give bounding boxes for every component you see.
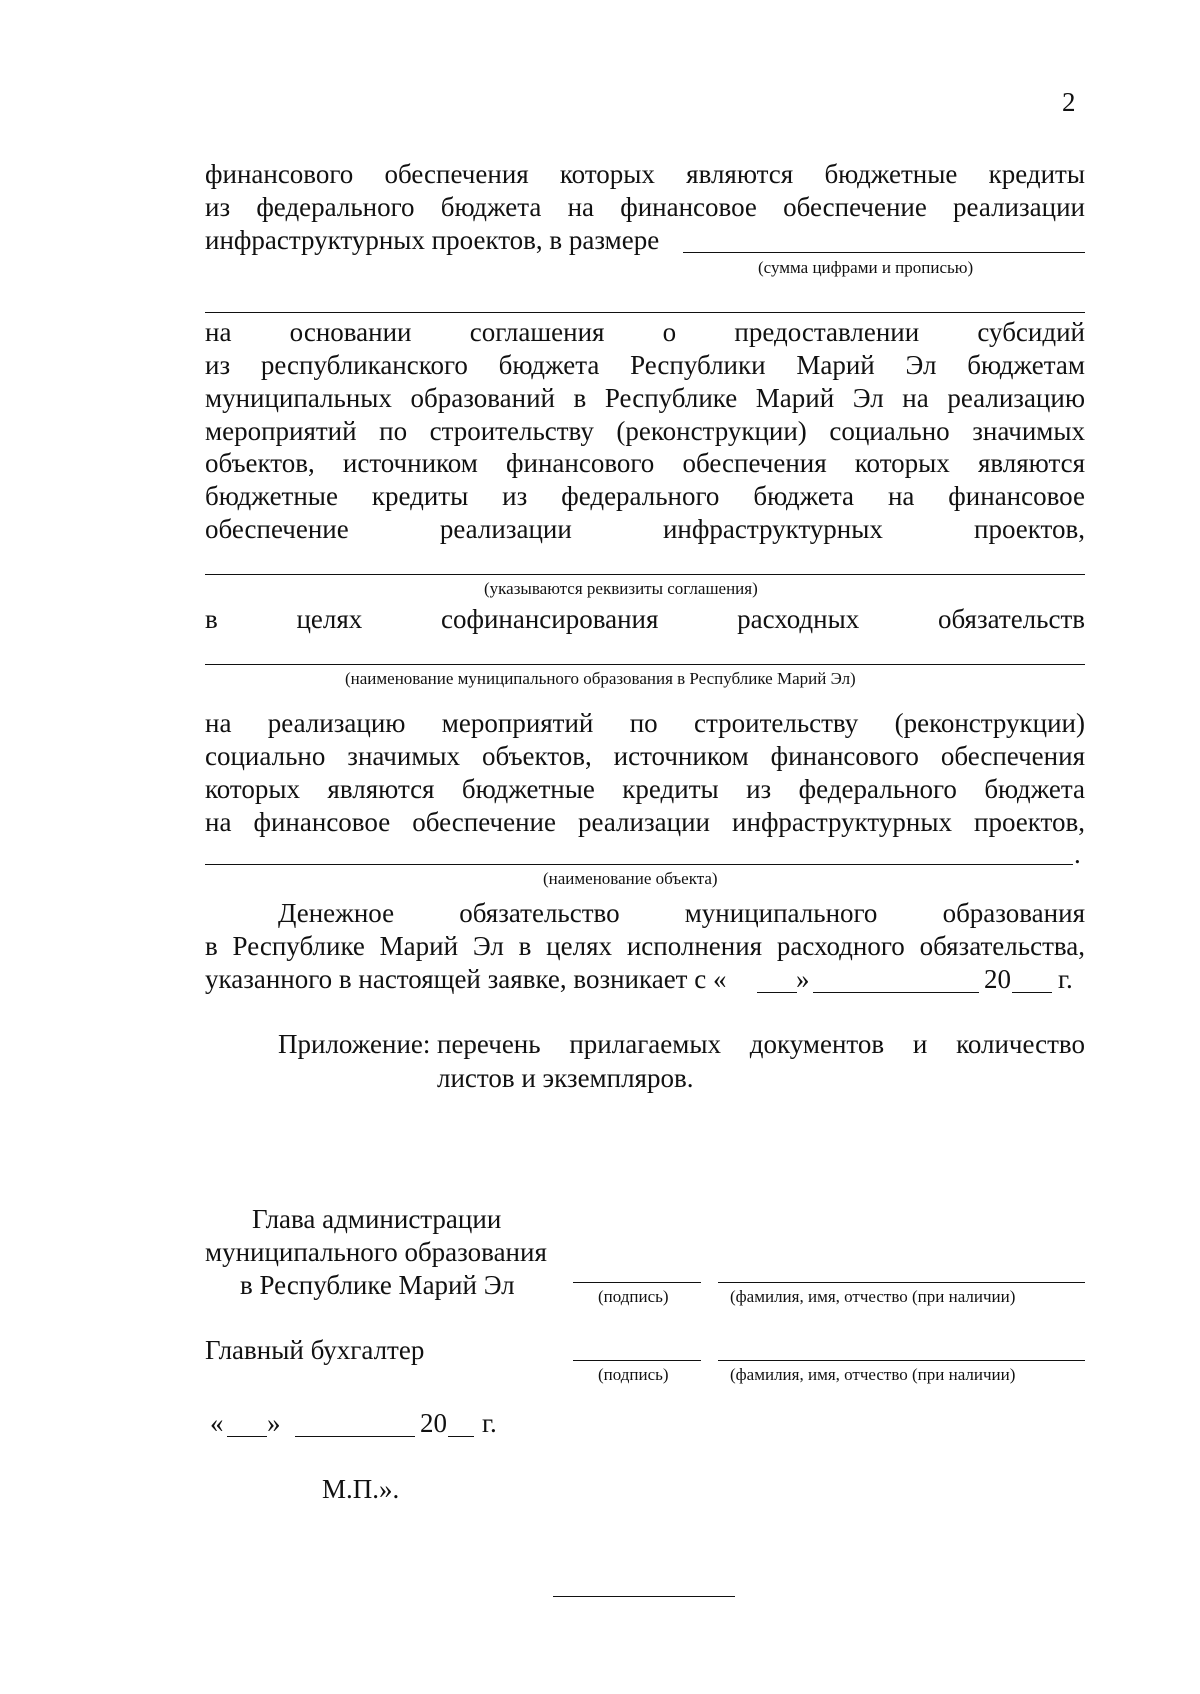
para2-line-1: на основании соглашения о предоставлении субсидий bbox=[205, 317, 1085, 347]
caption-object: (наименование объекта) bbox=[543, 869, 718, 888]
para5-year-suffix: г. bbox=[1058, 964, 1073, 994]
para2-line-3: муниципальных образований в Республике Марий Эл на реализацию bbox=[205, 383, 1085, 413]
page-number: 2 bbox=[1062, 87, 1076, 117]
date-year-suffix: г. bbox=[482, 1408, 497, 1438]
caption-agreement: (указываются реквизиты соглашения) bbox=[484, 579, 758, 598]
date-open-quote: « bbox=[210, 1408, 224, 1438]
date-month-fill bbox=[813, 992, 979, 993]
appendix-line-1: перечень прилагаемых документов и количество bbox=[437, 1029, 1085, 1059]
head-title-line-2: муниципального образования bbox=[205, 1237, 547, 1267]
para1-line-2: из федерального бюджета на финансовое обеспечение реализации bbox=[205, 192, 1085, 222]
para4-line-4: на финансовое обеспечение реализации инфраструктурных проектов, bbox=[205, 807, 1085, 837]
stamp-mark: М.П.». bbox=[322, 1474, 400, 1504]
appendix-line-2: листов и экземпляров. bbox=[437, 1063, 694, 1093]
para4-line-3: которых являются бюджетные кредиты из федерального бюджета bbox=[205, 774, 1085, 804]
para2-line-4: мероприятий по строительству (реконструкции) социально значимых bbox=[205, 416, 1085, 446]
date-year-prefix: 20 bbox=[420, 1408, 447, 1438]
sign-date-year-fill bbox=[448, 1436, 474, 1437]
head-caption-name: (фамилия, имя, отчество (при наличии) bbox=[730, 1287, 1016, 1306]
para2-line-7: обеспечение реализации инфраструктурных проектов, bbox=[205, 514, 1085, 544]
object-end-dot: . bbox=[1074, 839, 1081, 869]
caption-municipality: (наименование муниципального образования в Республике Марий Эл) bbox=[345, 669, 856, 688]
para5-line-2: в Республике Марий Эл в целях исполнения расходного обязательства, bbox=[205, 931, 1085, 961]
para2-line-6: бюджетные кредиты из федерального бюджета на финансовое bbox=[205, 481, 1085, 511]
appendix-label: Приложение: bbox=[278, 1029, 431, 1059]
para3-line: в целях софинансирования расходных обязательств bbox=[205, 604, 1085, 634]
head-title-line-1: Глава администрации bbox=[252, 1204, 502, 1234]
accountant-name-line bbox=[718, 1360, 1085, 1361]
para4-line-2: социально значимых объектов, источником финансового обеспечения bbox=[205, 741, 1085, 771]
agreement-fill-line bbox=[205, 574, 1085, 575]
para2-line-2: из республиканского бюджета Республики Марий Эл бюджетам bbox=[205, 350, 1085, 380]
para4-line-1: на реализацию мероприятий по строительству (реконструкции) bbox=[205, 708, 1085, 738]
accountant-caption-signature: (подпись) bbox=[598, 1365, 669, 1384]
municipality-fill-line bbox=[205, 664, 1085, 665]
sign-date-month-fill bbox=[295, 1436, 415, 1437]
para2-line-5: объектов, источником финансового обеспечения которых являются bbox=[205, 448, 1085, 478]
date-year-fill bbox=[1012, 992, 1052, 993]
accountant-signature-line bbox=[573, 1360, 701, 1361]
para5-line-1: Денежное обязательство муниципального образования bbox=[278, 898, 1085, 928]
head-caption-signature: (подпись) bbox=[598, 1287, 669, 1306]
para5-close-quote: » bbox=[796, 964, 810, 994]
head-name-line bbox=[718, 1282, 1085, 1283]
sum-fill-line-2 bbox=[205, 312, 1085, 313]
para5-year-prefix: 20 bbox=[984, 964, 1011, 994]
sign-date-day-fill bbox=[227, 1436, 267, 1437]
para1-line-3: инфраструктурных проектов, в размере bbox=[205, 225, 660, 255]
closing-divider bbox=[553, 1596, 735, 1597]
para1-line-1: финансового обеспечения которых являются бюджетные кредиты bbox=[205, 159, 1085, 189]
date-close-quote: » bbox=[267, 1408, 281, 1438]
para5-line-3: указанного в настоящей заявке, возникает с « bbox=[205, 964, 727, 994]
sum-fill-line bbox=[683, 252, 1085, 253]
object-fill-line bbox=[205, 864, 1073, 865]
head-signature-line bbox=[573, 1282, 701, 1283]
date-day-fill bbox=[757, 992, 797, 993]
head-title-line-3: в Республике Марий Эл bbox=[240, 1270, 515, 1300]
caption-sum: (сумма цифрами и прописью) bbox=[758, 258, 974, 277]
accountant-caption-name: (фамилия, имя, отчество (при наличии) bbox=[730, 1365, 1016, 1384]
accountant-title: Главный бухгалтер bbox=[205, 1335, 425, 1365]
